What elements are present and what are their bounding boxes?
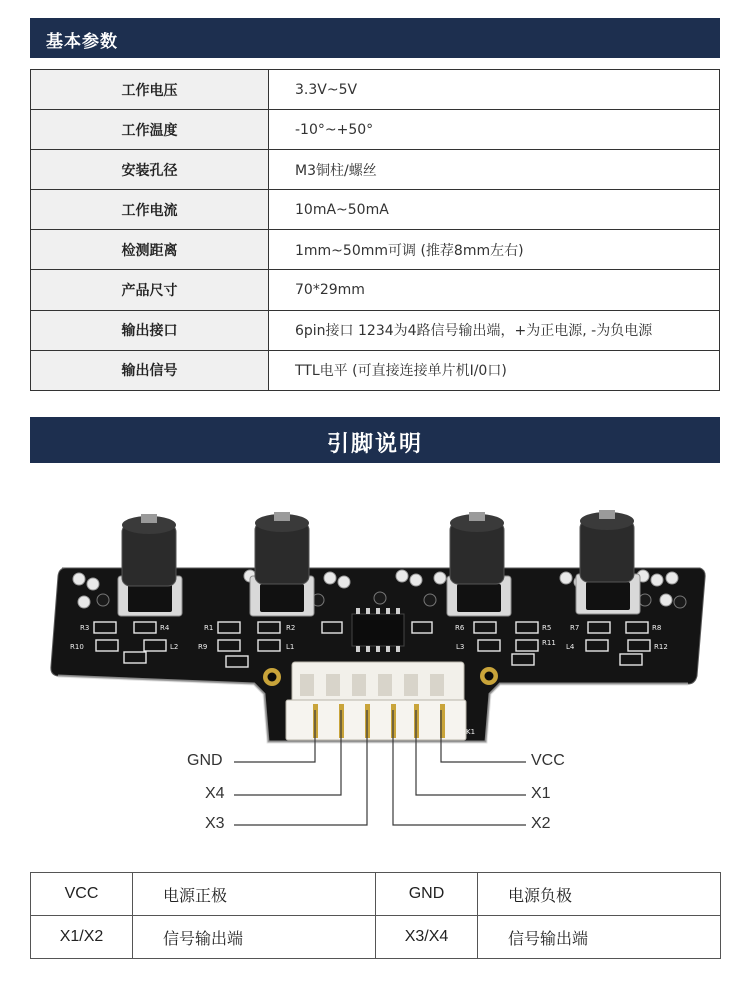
silk-label: R10 [70,643,84,651]
pin-label-gnd: GND [187,752,223,769]
ic-chip [352,614,404,646]
silk-label: R6 [455,624,465,632]
param-value: 10mA~50mA [269,190,720,230]
table-row [31,70,720,110]
pin-name: X3/X4 [376,916,478,959]
potentiometer [447,512,511,616]
silk-label: L1 [286,643,295,651]
param-key: 安装孔径 [31,150,269,190]
potentiometer [250,512,314,616]
param-key: 工作温度 [31,110,269,150]
silk-label: L4 [566,643,575,651]
table-row [31,110,720,150]
pins-section-title: 引脚说明 [326,432,423,457]
silk-label: R11 [542,639,556,647]
table-row [31,190,720,230]
silk-label: R8 [652,624,662,632]
param-key: 产品尺寸 [31,270,269,310]
param-value: -10°~+50° [269,110,720,150]
pin-label-x4: X4 [205,785,225,802]
6pin-connector [286,662,466,740]
silk-label: R4 [160,624,170,632]
potentiometer [576,510,640,614]
table-row [31,150,720,190]
pin-name: GND [376,873,478,916]
silk-label: L3 [456,643,465,651]
param-value: 1mm~50mm可调 (推荐8mm左右) [269,230,720,270]
param-value: M3铜柱/螺丝 [269,150,720,190]
silk-label: R5 [542,624,552,632]
table-row [31,310,720,350]
param-key: 输出接口 [31,310,269,350]
params-table [30,69,720,391]
pin-label-x3: X3 [205,815,225,832]
silk-label: K1 [466,728,476,736]
table-row [31,230,720,270]
potentiometer [118,514,182,616]
pin-name: VCC [31,873,133,916]
table-row [31,873,721,916]
params-section-banner [30,18,720,58]
pin-desc: 信号输出端 [478,916,721,959]
param-value: TTL电平 (可直接连接单片机I/0口) [269,350,720,390]
param-key: 检测距离 [31,230,269,270]
silk-label: R12 [654,643,668,651]
pins-section-banner [30,417,720,463]
silk-label: R2 [286,624,296,632]
pin-label-x2: X2 [531,815,551,832]
pin-desc: 电源负极 [478,873,721,916]
param-key: 工作电压 [31,70,269,110]
sensor-board-image [0,470,750,760]
silk-label: L2 [170,643,179,651]
silk-label: R9 [198,643,208,651]
param-key: 输出信号 [31,350,269,390]
params-section-title: 基本参数 [46,32,118,52]
param-value: 6pin接口 1234为4路信号输出端，+为正电源, -为负电源 [269,310,720,350]
param-value: 70*29mm [269,270,720,310]
pin-desc: 电源正极 [133,873,376,916]
pin-label-x1: X1 [531,785,551,802]
pin-name: X1/X2 [31,916,133,959]
table-row [31,916,721,959]
pin-description-table [30,872,721,959]
table-row [31,270,720,310]
param-value: 3.3V~5V [269,70,720,110]
pin-desc: 信号输出端 [133,916,376,959]
param-key: 工作电流 [31,190,269,230]
silk-label: R7 [570,624,580,632]
table-row [31,350,720,390]
silk-label: R3 [80,624,90,632]
silk-label: R1 [204,624,214,632]
pin-label-vcc: VCC [531,752,565,769]
